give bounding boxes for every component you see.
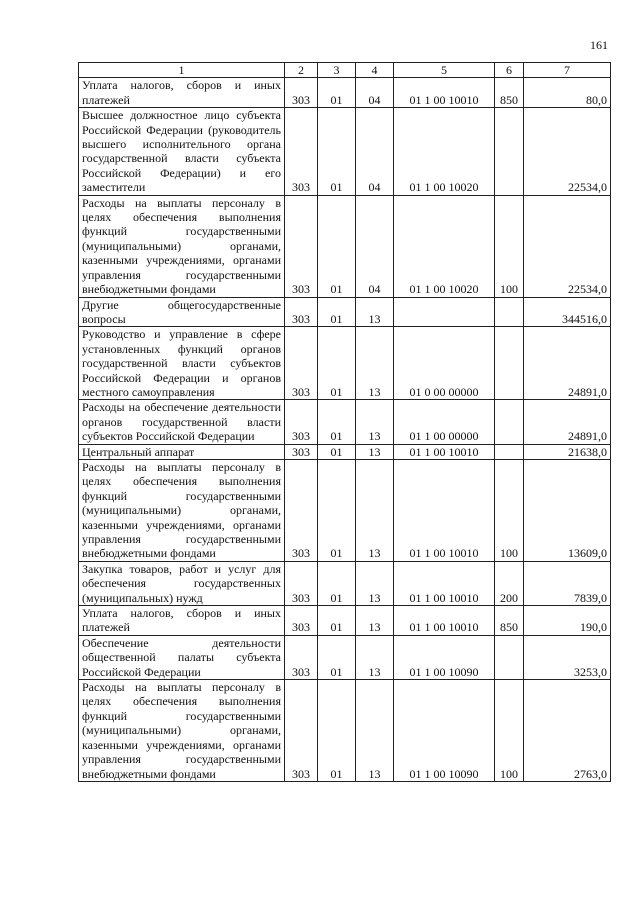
row-subsection-cell: 04 [356,78,394,108]
row-target-article-cell: 01 1 00 10010 [394,606,495,636]
row-subsection-cell: 13 [356,400,394,444]
row-name-cell: Другие общегосударственные вопросы [79,297,285,327]
row-amount-cell: 21638,0 [524,444,611,459]
row-admin-code-cell: 303 [285,606,318,636]
row-section-cell: 01 [318,400,356,444]
row-target-article-cell: 01 1 00 10090 [394,635,495,679]
row-section-cell: 01 [318,327,356,400]
row-admin-code-cell: 303 [285,108,318,195]
row-admin-code-cell: 303 [285,195,318,297]
table-row [79,635,611,679]
row-target-article-cell: 01 1 00 00000 [394,400,495,444]
row-admin-code-cell: 303 [285,459,318,561]
row-section-cell: 01 [318,444,356,459]
row-expense-type-cell: 100 [495,195,524,297]
table-row [79,444,611,459]
table-row [79,195,611,297]
table-row [79,327,611,400]
row-section-cell: 01 [318,606,356,636]
table-row [79,561,611,605]
row-amount-cell: 24891,0 [524,327,611,400]
row-name-cell: Обеспечение деятельности общественной палаты субъекта Российской Федерации [79,635,285,679]
row-target-article-cell: 01 1 00 10020 [394,195,495,297]
row-section-cell: 01 [318,297,356,327]
row-target-article-cell: 01 1 00 10020 [394,108,495,195]
column-header: 1 [79,63,285,78]
row-amount-cell: 22534,0 [524,195,611,297]
row-amount-cell: 24891,0 [524,400,611,444]
page-number: 161 [590,38,608,52]
row-expense-type-cell [495,400,524,444]
row-section-cell: 01 [318,78,356,108]
row-admin-code-cell: 303 [285,400,318,444]
row-amount-cell: 80,0 [524,78,611,108]
row-subsection-cell: 13 [356,444,394,459]
row-subsection-cell: 13 [356,327,394,400]
table-row [79,680,611,782]
row-target-article-cell [394,297,495,327]
row-admin-code-cell: 303 [285,635,318,679]
row-expense-type-cell [495,444,524,459]
row-section-cell: 01 [318,561,356,605]
row-amount-cell: 344516,0 [524,297,611,327]
row-amount-cell: 2763,0 [524,680,611,782]
row-expense-type-cell [495,635,524,679]
row-admin-code-cell: 303 [285,297,318,327]
row-subsection-cell: 13 [356,680,394,782]
row-name-cell: Расходы на выплаты персоналу в целях обеспечения выполнения функций государственными (муниципальными) органами, казенными учреждениями, органами управления государственными внебюджетными фондами [79,195,285,297]
row-section-cell: 01 [318,635,356,679]
row-section-cell: 01 [318,195,356,297]
row-name-cell: Закупка товаров, работ и услуг для обеспечения государственных (муниципальных) нужд [79,561,285,605]
row-admin-code-cell: 303 [285,327,318,400]
table-row [79,108,611,195]
row-expense-type-cell [495,297,524,327]
column-header: 4 [356,63,394,78]
row-target-article-cell: 01 1 00 10010 [394,561,495,605]
row-target-article-cell: 01 0 00 00000 [394,327,495,400]
row-expense-type-cell: 200 [495,561,524,605]
row-amount-cell: 22534,0 [524,108,611,195]
row-section-cell: 01 [318,680,356,782]
table-row [79,297,611,327]
row-expense-type-cell [495,327,524,400]
row-admin-code-cell: 303 [285,444,318,459]
row-admin-code-cell: 303 [285,680,318,782]
row-amount-cell: 190,0 [524,606,611,636]
row-target-article-cell: 01 1 00 10090 [394,680,495,782]
column-number-row [79,63,611,78]
row-amount-cell: 7839,0 [524,561,611,605]
row-subsection-cell: 04 [356,195,394,297]
row-name-cell: Высшее должностное лицо субъекта Российской Федерации (руководитель высшего исполнительного органа государственной власти субъекта Российской Федерации) и его заместители [79,108,285,195]
row-name-cell: Уплата налогов, сборов и иных платежей [79,606,285,636]
row-name-cell: Руководство и управление в сфере установленных функций органов государственной власти субъектов Российской Федерации и органов местного самоуправления [79,327,285,400]
row-amount-cell: 3253,0 [524,635,611,679]
row-section-cell: 01 [318,459,356,561]
row-target-article-cell: 01 1 00 10010 [394,459,495,561]
row-amount-cell: 13609,0 [524,459,611,561]
row-name-cell: Центральный аппарат [79,444,285,459]
row-name-cell: Уплата налогов, сборов и иных платежей [79,78,285,108]
row-subsection-cell: 13 [356,459,394,561]
row-subsection-cell: 04 [356,108,394,195]
row-expense-type-cell: 100 [495,459,524,561]
row-subsection-cell: 13 [356,297,394,327]
row-expense-type-cell: 850 [495,78,524,108]
row-admin-code-cell: 303 [285,78,318,108]
row-subsection-cell: 13 [356,635,394,679]
row-target-article-cell: 01 1 00 10010 [394,78,495,108]
table-row [79,400,611,444]
row-section-cell: 01 [318,108,356,195]
table-row [79,78,611,108]
column-header: 5 [394,63,495,78]
budget-table [78,62,611,782]
row-subsection-cell: 13 [356,561,394,605]
table-row [79,459,611,561]
row-name-cell: Расходы на выплаты персоналу в целях обеспечения выполнения функций государственными (муниципальными) органами, казенными учреждениями, органами управления государственными внебюджетными фондами [79,680,285,782]
row-expense-type-cell: 850 [495,606,524,636]
table-row [79,606,611,636]
row-subsection-cell: 13 [356,606,394,636]
row-expense-type-cell [495,108,524,195]
column-header: 7 [524,63,611,78]
column-header: 6 [495,63,524,78]
row-expense-type-cell: 100 [495,680,524,782]
row-admin-code-cell: 303 [285,561,318,605]
row-name-cell: Расходы на выплаты персоналу в целях обеспечения выполнения функций государственными (муниципальными) органами, казенными учреждениями, органами управления государственными внебюджетными фондами [79,459,285,561]
column-header: 3 [318,63,356,78]
row-name-cell: Расходы на обеспечение деятельности органов государственной власти субъектов Российской Федерации [79,400,285,444]
column-header: 2 [285,63,318,78]
row-target-article-cell: 01 1 00 10010 [394,444,495,459]
